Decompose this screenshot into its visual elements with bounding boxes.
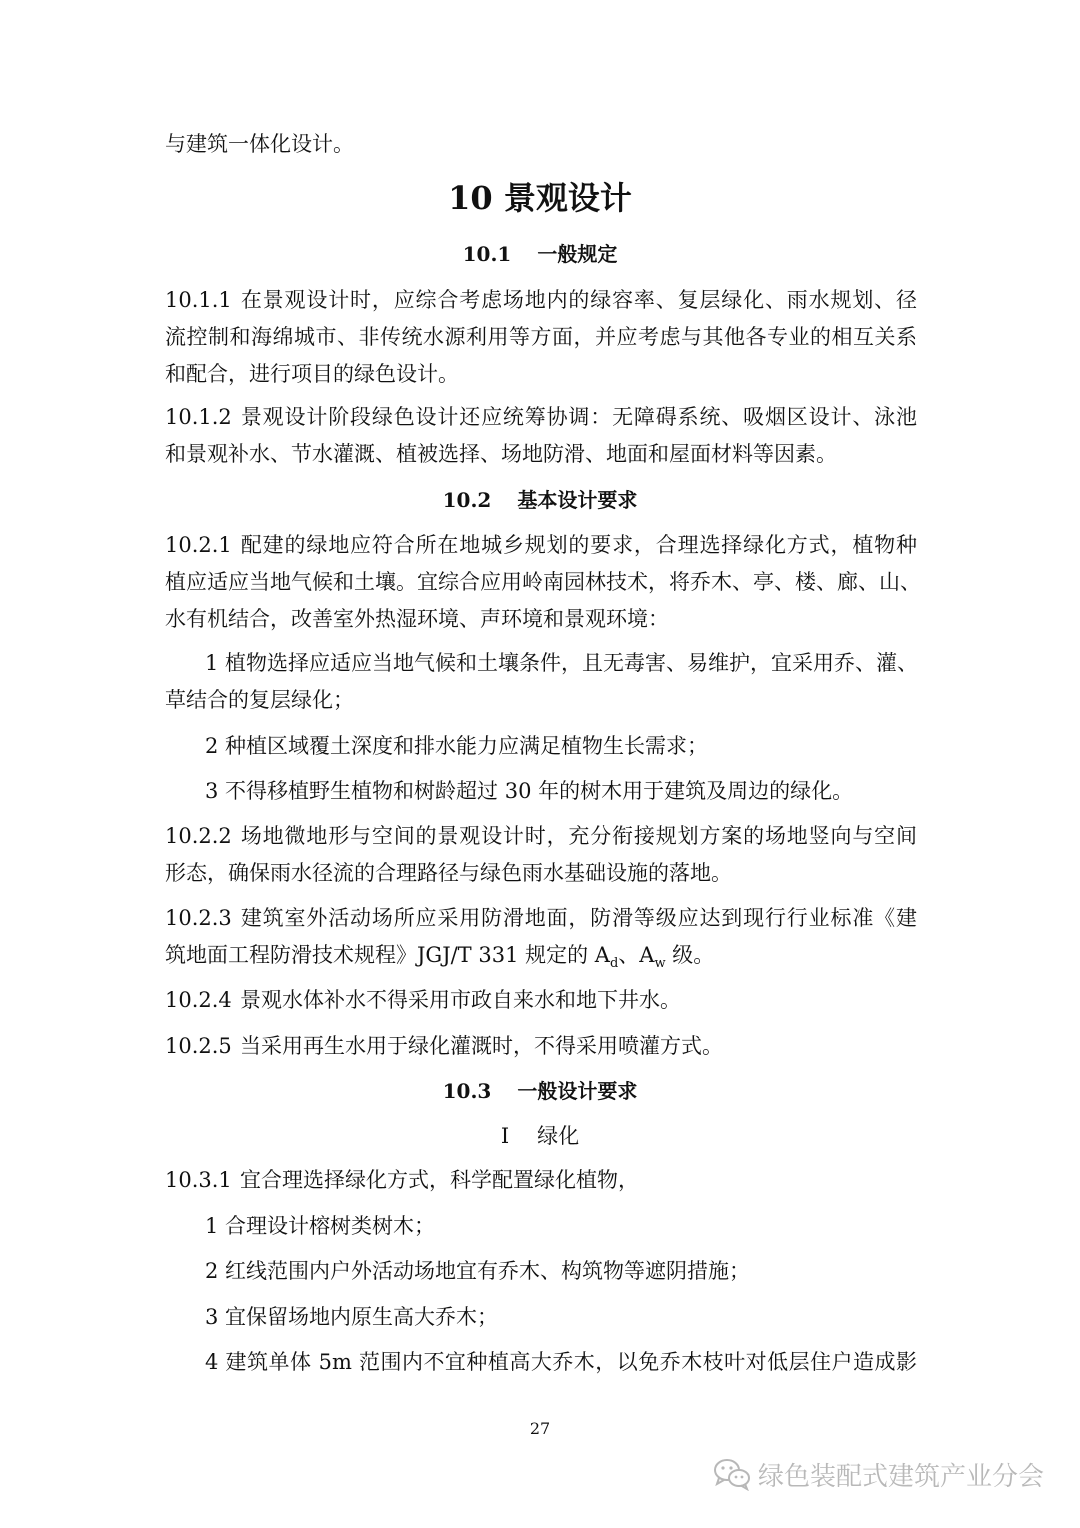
clause-text: 场地微地形与空间的景观设计时，充分衔接规划方案的场地竖向与空间 [240, 824, 917, 848]
list-item: 3 不得移植野生植物和树龄超过 30 年的树木用于建筑及周边的绿化。 [205, 779, 854, 803]
section-title: 一般设计要求 [517, 1079, 638, 1103]
paragraph-line: 和配合，进行项目的绿色设计。 [165, 362, 459, 386]
paragraph-line: 植应适应当地气候和土壤。宜综合应用岭南园林技术，将乔木、亭、楼、廊、山、 [165, 570, 921, 594]
clause-10-1-1 [165, 285, 917, 315]
clause-number: 10.2.4 [165, 988, 232, 1012]
clause-number: 10.3.1 [165, 1168, 232, 1192]
clause-text: 景观设计阶段绿色设计还应统筹协调：无障碍系统、吸烟区设计、泳池 [240, 405, 917, 429]
list-item: 1 植物选择应适应当地气候和土壤条件，且无毒害、易维护，宜采用乔、灌、 [205, 651, 919, 675]
list-item: 4 建筑单体 5m 范围内不宜种植高大乔木，以免乔木枝叶对低层住户造成影 [205, 1350, 917, 1374]
subscript-d: d [609, 956, 619, 972]
clause-text: 当采用再生水用于绿化灌溉时，不得采用喷灌方式。 [240, 1034, 723, 1058]
wechat-icon [712, 1457, 752, 1491]
clause-text: 景观水体补水不得采用市政自来水和地下井水。 [240, 988, 681, 1012]
list-item: 1 合理设计榕树类树木； [205, 1214, 436, 1238]
clause-text: 在景观设计时，应综合考虑场地内的绿容率、复层绿化、雨水规划、径 [240, 288, 917, 312]
clause-10-3-1 [165, 1165, 917, 1195]
clause-10-2-1 [165, 530, 917, 560]
list-item: 2 红线范围内户外活动场地宜有乔木、构筑物等遮阴措施； [205, 1259, 751, 1283]
paragraph-line: 与建筑一体化设计。 [165, 132, 354, 156]
clause-number: 10.2.5 [165, 1034, 232, 1058]
section-number: 10.1 [462, 242, 512, 266]
subsection-roman: I [500, 1124, 510, 1148]
subscript-w: w [654, 956, 666, 972]
page-number: 27 [529, 1419, 551, 1438]
section-heading-10-2 [0, 485, 1080, 515]
section-heading-10-1 [0, 239, 1080, 269]
clause-10-2-5 [165, 1031, 917, 1061]
list-item: 2 种植区域覆土深度和排水能力应满足植物生长需求； [205, 734, 709, 758]
clause-text: 宜合理选择绿化方式，科学配置绿化植物， [240, 1168, 639, 1192]
list-item: 3 宜保留场地内原生高大乔木； [205, 1305, 499, 1329]
clause-10-2-3 [165, 903, 917, 933]
clause-number: 10.2.3 [165, 906, 232, 930]
clause-number: 10.2.2 [165, 824, 232, 848]
paragraph-line: 形态，确保雨水径流的合理路径与绿色雨水基础设施的落地。 [165, 861, 732, 885]
line-text: 级。 [665, 943, 715, 967]
section-title: 基本设计要求 [517, 488, 638, 512]
paragraph-line: 流控制和海绵城市、非传统水源利用等方面，并应考虑与其他各专业的相互关系 [165, 325, 917, 349]
section-number: 10.3 [442, 1079, 492, 1103]
paragraph-line: 草结合的复层绿化； [165, 688, 354, 712]
clause-10-2-2 [165, 821, 917, 851]
paragraph-line: 和景观补水、节水灌溉、植被选择、场地防滑、地面和屋面材料等因素。 [165, 442, 837, 466]
subsection-heading [0, 1121, 1080, 1151]
section-heading-10-3 [0, 1076, 1080, 1106]
clause-10-2-4 [165, 985, 917, 1015]
watermark [712, 1452, 1044, 1496]
clause-10-1-2 [165, 402, 917, 432]
clause-number: 10.1.2 [165, 405, 232, 429]
clause-text: 配建的绿地应符合所在地城乡规划的要求，合理选择绿化方式，植物种 [240, 533, 917, 557]
line-text: 筑地面工程防滑技术规程》JGJ/T 331 规定的 A [165, 943, 610, 967]
watermark-text: 绿色装配式建筑产业分会 [758, 1461, 1045, 1492]
clause-number: 10.1.1 [165, 288, 232, 312]
clause-number: 10.2.1 [165, 533, 232, 557]
line-text: 、A [618, 943, 655, 967]
section-number: 10.2 [442, 488, 492, 512]
clause-text: 建筑室外活动场所应采用防滑地面，防滑等级应达到现行行业标准《建 [240, 906, 917, 930]
paragraph-line: 水有机结合，改善室外热湿环境、声环境和景观环境： [165, 607, 669, 631]
chapter-title: 10 景观设计 [448, 179, 632, 217]
subsection-title: 绿化 [537, 1124, 580, 1148]
paragraph-line [165, 940, 917, 979]
section-title: 一般规定 [537, 242, 618, 266]
